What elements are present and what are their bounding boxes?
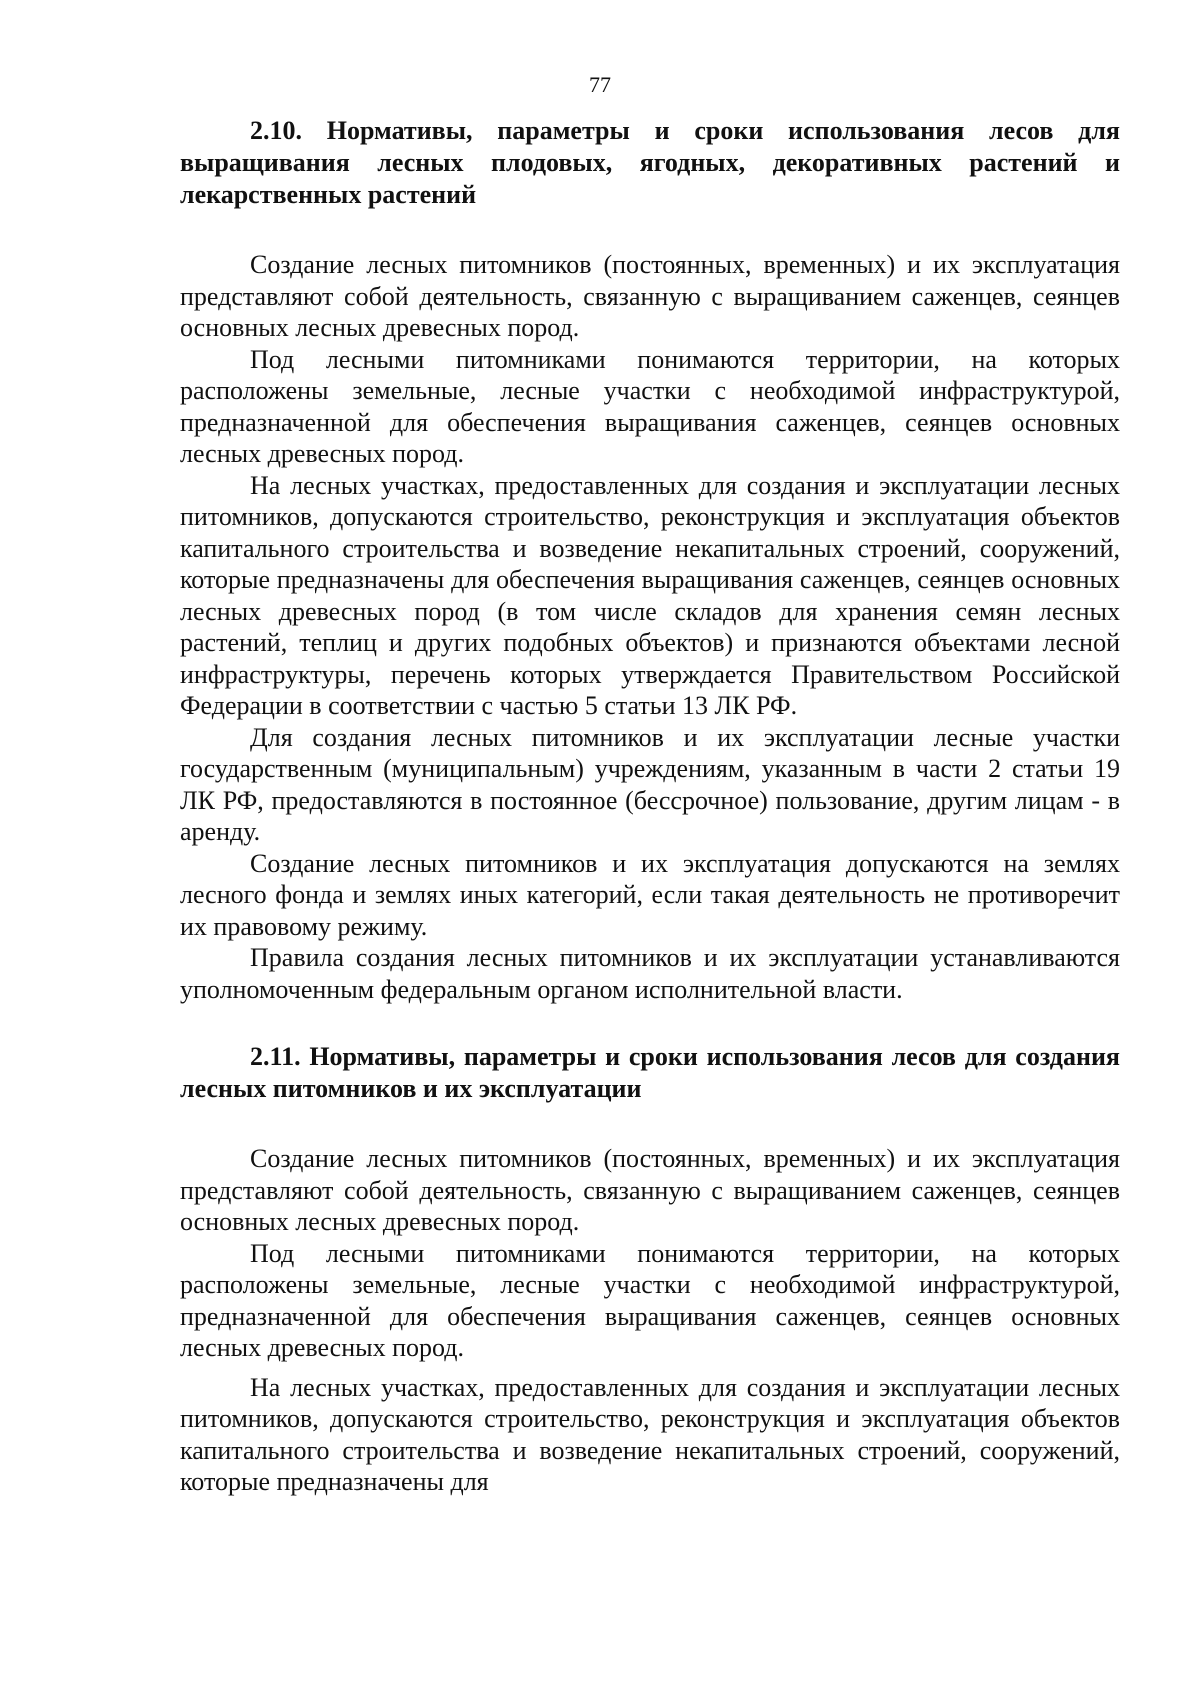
paragraph: Для создания лесных питомников и их эксплуатации лесные участки государственным (муниципальным) учреждениям, указанным в части 2 статьи 19 ЛК РФ, предоставляются в постоянное (бессрочное) пользование, другим лицам - в аренду. [180, 722, 1120, 846]
paragraph: Создание лесных питомников и их эксплуатация допускаются на землях лесного фонда и землях иных категорий, если такая деятельность не противоречит их правовому режиму. [180, 848, 1120, 941]
paragraph: На лесных участках, предоставленных для создания и эксплуатации лесных питомников, допускаются строительство, реконструкция и эксплуатация объектов капитального строительства и возведение некапитальных строений, сооружений, которые предназначены для [180, 1372, 1120, 1496]
paragraph: Создание лесных питомников (постоянных, временных) и их эксплуатация представляют собой деятельность, связанную с выращиванием саженцев, сеянцев основных лесных древесных пород. [180, 250, 1120, 342]
section-2-10 [180, 115, 1120, 1005]
section-body [180, 1143, 1120, 1498]
section-2-11 [180, 1041, 1120, 1498]
paragraph: На лесных участках, предоставленных для создания и эксплуатации лесных питомников, допускаются строительство, реконструкция и эксплуатация объектов капитального строительства и возведение некапитальных строений, сооружений, которые предназначены для обеспечения выращивания саженцев, сеянцев основных лесных древесных пород (в том числе складов для хранения семян лесных растений, теплиц и других подобных объектов) и признаются объектами лесной инфраструктуры, перечень которых утверждается Правительством Российской Федерации в соответствии с частью 5 статьи 13 ЛК РФ. [180, 470, 1120, 720]
paragraph: Правила создания лесных питомников и их эксплуатации устанавливаются уполномоченным федеральным органом исполнительной власти. [180, 943, 1120, 1004]
section-heading: 2.11. Нормативы, параметры и сроки использования лесов для создания лесных питомников и их эксплуатации [180, 1042, 1120, 1103]
paragraph: Создание лесных питомников (постоянных, временных) и их эксплуатация представляют собой деятельность, связанную с выращиванием саженцев, сеянцев основных лесных древесных пород. [180, 1144, 1120, 1236]
page-number: 77 [589, 72, 611, 97]
section-heading: 2.10. Нормативы, параметры и сроки использования лесов для выращивания лесных плодовых, ягодных, декоративных растений и лекарственных растений [180, 116, 1120, 209]
page-content [180, 115, 1120, 1498]
section-body [180, 249, 1120, 1005]
paragraph: Под лесными питомниками понимаются территории, на которых расположены земельные, лесные участки с необходимой инфраструктурой, предназначенной для обеспечения выращивания саженцев, сеянцев основных лесных древесных пород. [180, 1238, 1120, 1362]
paragraph: Под лесными питомниками понимаются территории, на которых расположены земельные, лесные участки с необходимой инфраструктурой, предназначенной для обеспечения выращивания саженцев, сеянцев основных лесных древесных пород. [180, 344, 1120, 468]
